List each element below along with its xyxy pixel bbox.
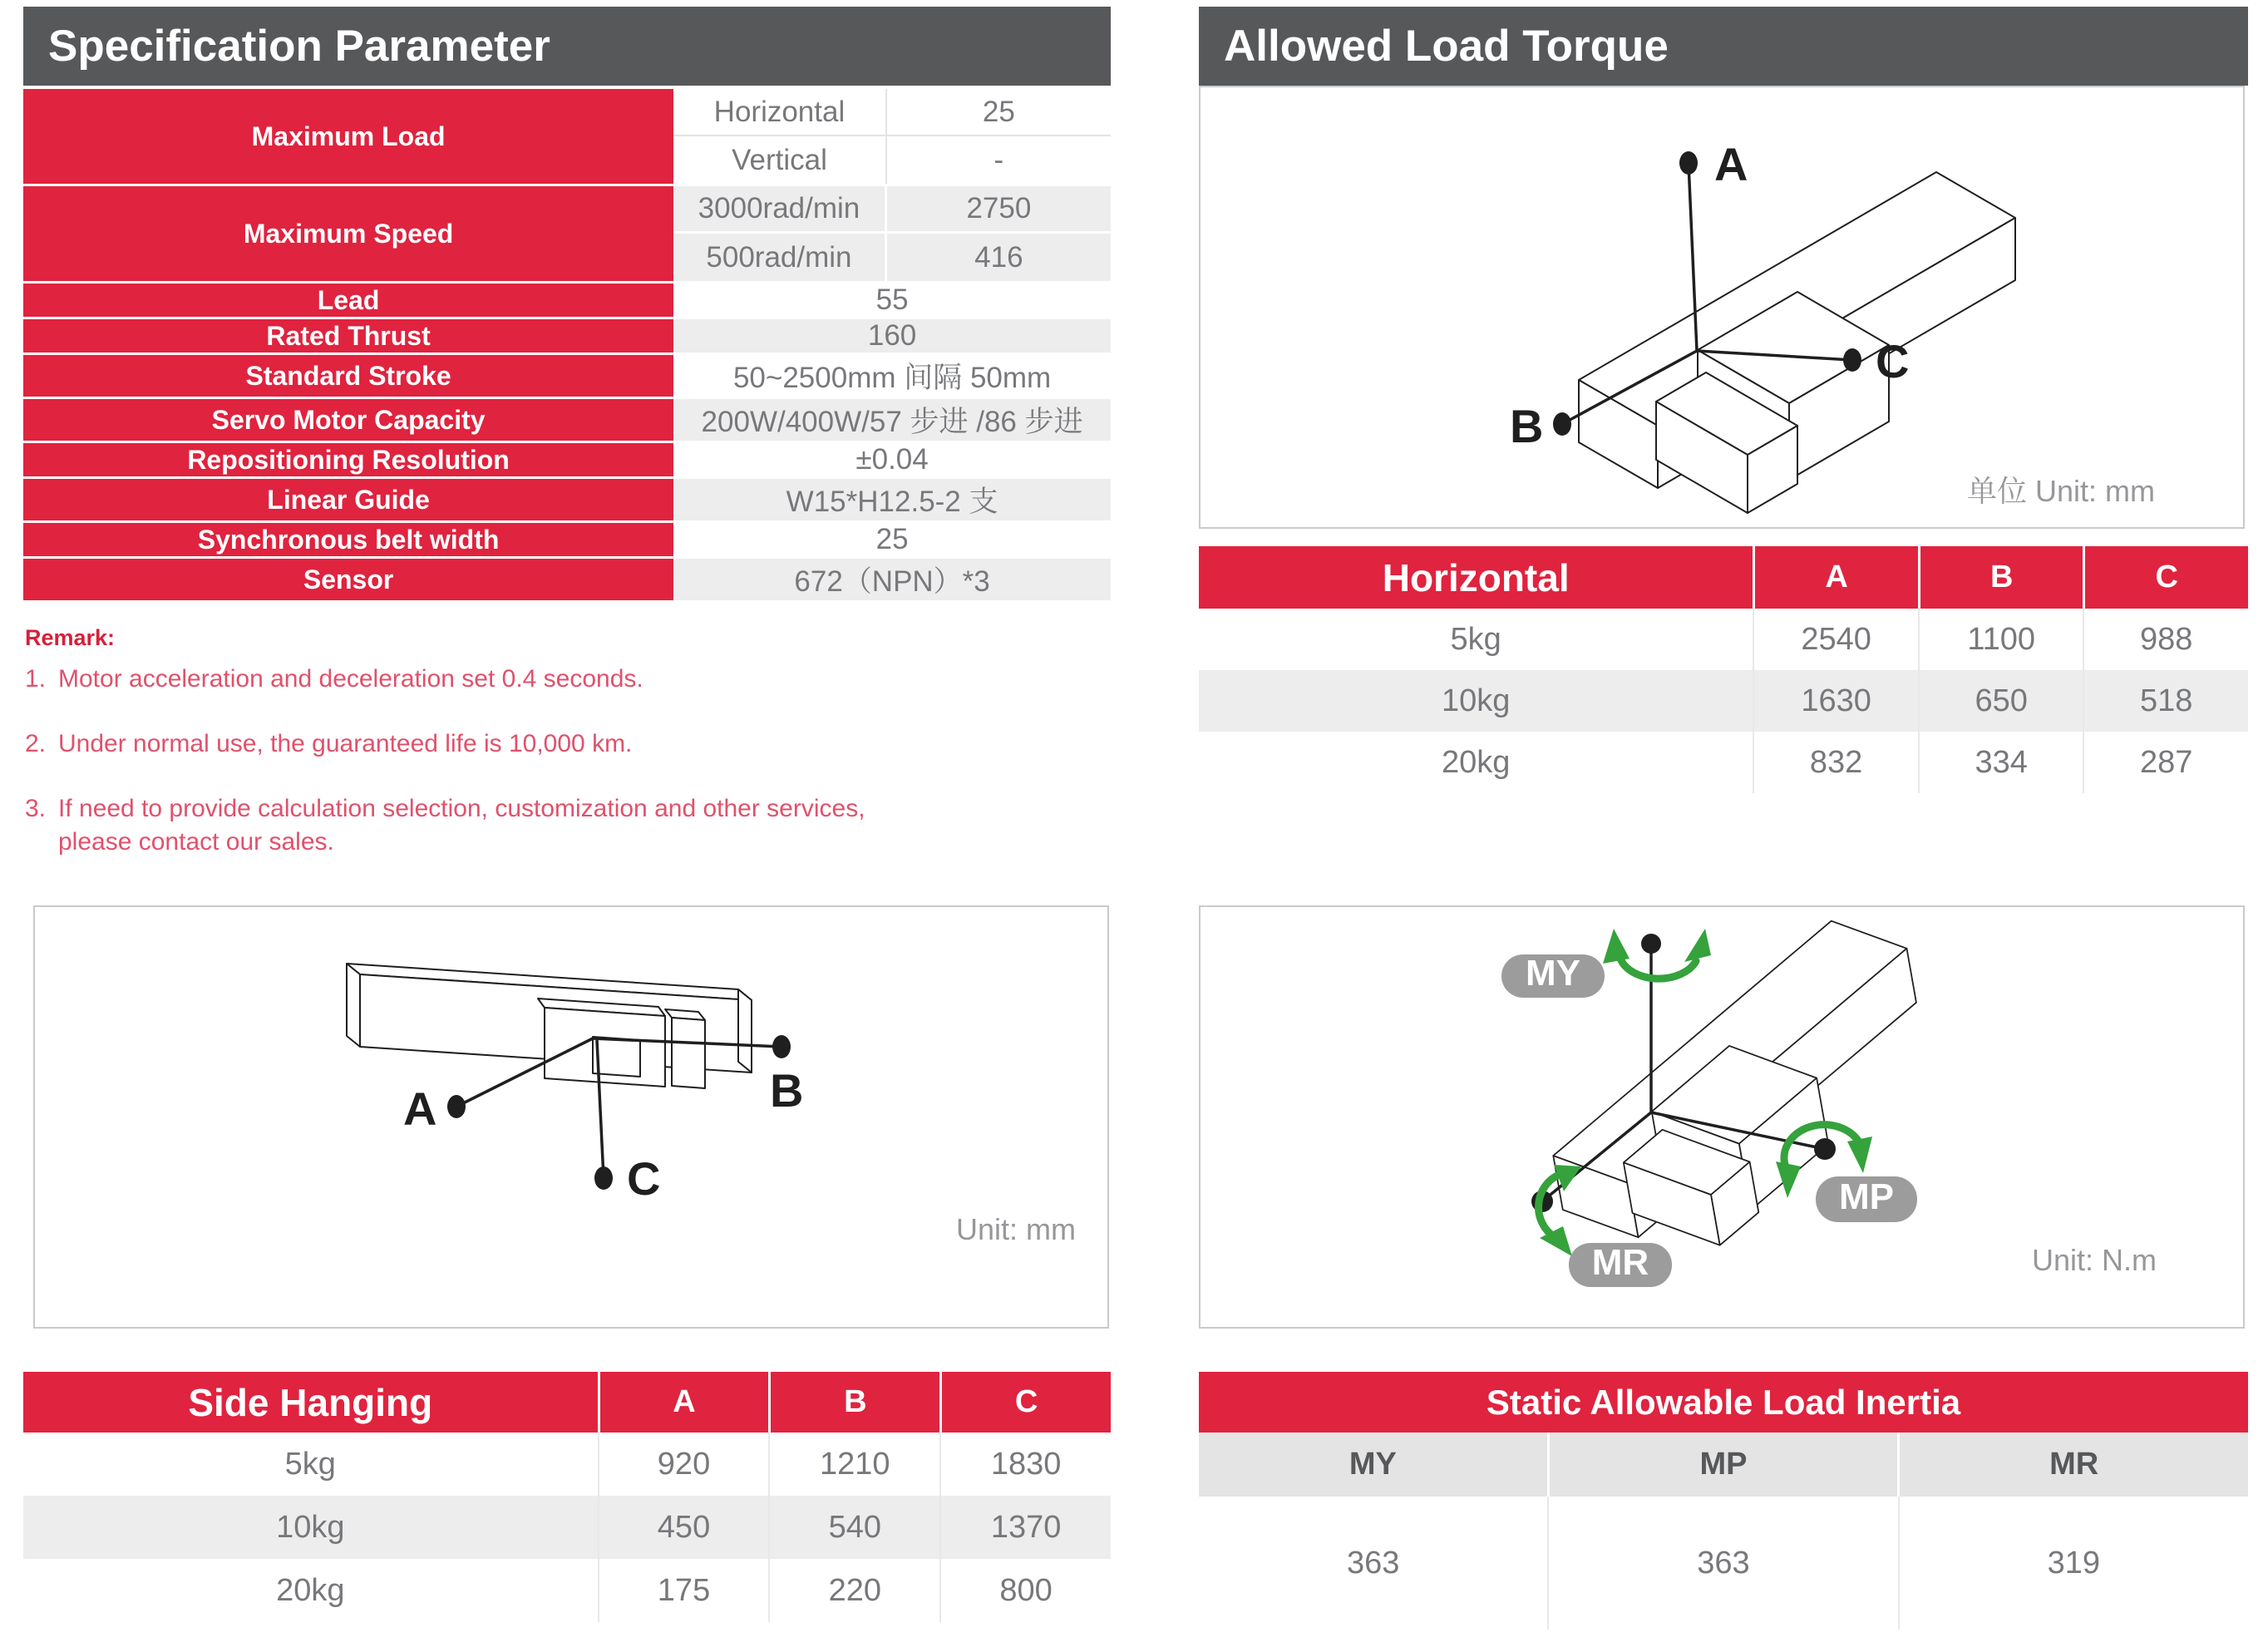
side-hanging-diagram-box — [33, 905, 1109, 1329]
column-header-mp: MP — [1547, 1433, 1898, 1497]
axis-a-label: A — [403, 1082, 437, 1135]
remark-heading: Remark: — [25, 625, 116, 650]
cell-c: 800 — [939, 1559, 1111, 1622]
spec-row-label: Servo Motor Capacity — [23, 399, 673, 441]
remark-block — [25, 625, 1097, 890]
cell-a: 175 — [598, 1559, 769, 1622]
cell-c: 1830 — [939, 1433, 1111, 1496]
value-mp: 363 — [1547, 1497, 1897, 1630]
axis-b-label: B — [770, 1064, 804, 1117]
my-pill-label: MY — [1526, 953, 1580, 994]
remark-item-number: 3. — [25, 795, 47, 822]
horizontal-title: Horizontal — [1382, 555, 1570, 599]
axis-c-dot — [594, 1166, 613, 1190]
table-row — [1199, 670, 2248, 732]
spec-row-sensor — [23, 559, 1111, 600]
mp-axis-dot — [1814, 1138, 1836, 1160]
axis-a-label: A — [1714, 138, 1748, 190]
spec-row-maximum-speed — [23, 186, 1111, 281]
value-my: 363 — [1346, 1545, 1400, 1580]
spec-row-synchronous-belt-width — [23, 523, 1111, 556]
column-header-b: B — [768, 1372, 939, 1433]
cell-a: 832 — [1753, 732, 1918, 793]
table-row — [23, 1496, 1111, 1559]
remark-item-text-line2: please contact our sales. — [58, 828, 334, 856]
axis-a-dot — [1679, 151, 1698, 175]
spec-sub-label: Horizontal — [673, 89, 887, 135]
horizontal-table — [1199, 546, 2248, 793]
spec-value: ±0.04 — [855, 443, 929, 476]
spec-value: 2750 — [966, 192, 1032, 224]
mp-pill-label: MP — [1839, 1176, 1894, 1217]
remark-item-text: Motor acceleration and deceleration set 0.4 seconds. — [58, 665, 643, 693]
allowed-load-torque-diagram — [1201, 87, 2243, 527]
row-label: 20kg — [276, 1572, 345, 1608]
remark-item-number: 1. — [25, 665, 47, 693]
cell-c: 518 — [2083, 670, 2248, 732]
remark-item — [25, 792, 1097, 859]
cell-a: 1630 — [1753, 670, 1918, 732]
cell-a: 920 — [598, 1433, 769, 1496]
column-header-my: MY — [1348, 1447, 1397, 1482]
column-header-a: A — [1753, 546, 1918, 609]
row-label: 5kg — [284, 1446, 336, 1482]
spec-value: 50~2500mm 间隔 50mm — [732, 362, 1052, 394]
spec-sub-label: 3000rad/min — [673, 186, 887, 231]
axis-c-label: C — [627, 1152, 661, 1205]
cell-b: 334 — [1918, 732, 2083, 793]
my-arrowhead-icon — [1684, 929, 1711, 962]
cell-a: 450 — [598, 1496, 769, 1559]
row-label: 10kg — [1441, 683, 1511, 718]
mr-pill-label: MR — [1591, 1242, 1649, 1283]
spec-table — [23, 89, 1111, 603]
spec-row-label: Synchronous belt width — [23, 523, 673, 556]
spec-sub-label: Vertical — [673, 136, 887, 184]
column-header-c: C — [2083, 546, 2248, 609]
table-row — [23, 1559, 1111, 1622]
spec-row-maximum-load — [23, 89, 1111, 184]
static-inertia-title: Static Allowable Load Inertia — [1199, 1372, 2248, 1433]
axis-b-dot — [772, 1035, 791, 1058]
spec-value: 416 — [974, 240, 1023, 274]
remark-item-text: If need to provide calculation selection, customization and other services, — [58, 795, 865, 822]
torque-section-title: Allowed Load Torque — [1199, 7, 2248, 86]
spec-value: 25 — [982, 95, 1015, 128]
spec-value: 200W/400W/57 步进 /86 步进 — [701, 406, 1083, 438]
spec-value: 55 — [875, 284, 909, 316]
row-label: 5kg — [1450, 621, 1501, 657]
moment-diagram — [1201, 907, 2243, 1327]
unit-label: Unit: N.m — [2031, 1243, 2157, 1277]
spec-value: - — [993, 143, 1004, 176]
allowed-load-torque-diagram-box — [1199, 86, 2245, 529]
cell-a: 2540 — [1753, 609, 1918, 670]
spec-row-servo-motor-capacity — [23, 399, 1111, 441]
cell-b: 540 — [768, 1496, 939, 1559]
my-arrowhead-icon — [1603, 929, 1630, 964]
spec-row-linear-guide — [23, 479, 1111, 520]
static-inertia-table — [1199, 1372, 2248, 1630]
spec-value: 160 — [867, 319, 917, 352]
axis-c-label: C — [1876, 335, 1910, 387]
remark-item-number: 2. — [25, 730, 47, 757]
spec-row-label: Maximum Load — [23, 89, 673, 184]
spec-value: W15*H12.5-2 支 — [786, 486, 998, 518]
unit-label: Unit: mm — [956, 1212, 1076, 1246]
remark-item — [25, 663, 1097, 696]
column-header-c: C — [939, 1372, 1111, 1433]
my-axis-dot — [1641, 934, 1661, 954]
spec-row-label: Rated Thrust — [23, 319, 673, 353]
spec-row-label: Sensor — [23, 559, 673, 600]
table-row — [1199, 732, 2248, 793]
cell-b: 1100 — [1918, 609, 2083, 670]
axis-a-dot — [447, 1095, 466, 1118]
spec-row-standard-stroke — [23, 355, 1111, 397]
side-hanging-title: Side Hanging — [188, 1380, 433, 1424]
cell-b: 650 — [1918, 670, 2083, 732]
spec-sub-label: 500rad/min — [673, 234, 887, 281]
spec-row-repositioning-resolution — [23, 443, 1111, 476]
cell-b: 220 — [768, 1559, 939, 1622]
unit-label: 单位 Unit: mm — [1966, 474, 2155, 508]
cell-c: 287 — [2083, 732, 2248, 793]
axis-c-dot — [1843, 348, 1861, 372]
remark-item — [25, 727, 1097, 761]
mp-arrowhead-icon — [1847, 1137, 1872, 1173]
side-hanging-diagram — [35, 907, 1107, 1327]
spec-row-label: Maximum Speed — [23, 186, 673, 281]
spec-section-title: Specification Parameter — [23, 7, 1111, 86]
row-label: 20kg — [1441, 744, 1511, 780]
column-header-b: B — [1918, 546, 2083, 609]
remark-item-text: Under normal use, the guaranteed life is 10,000 km. — [58, 730, 633, 757]
cell-b: 1210 — [768, 1433, 939, 1496]
value-mr: 319 — [1898, 1497, 2248, 1630]
spec-row-rated-thrust — [23, 319, 1111, 353]
spec-row-lead — [23, 284, 1111, 317]
spec-row-label: Lead — [23, 284, 673, 317]
spec-row-label: Repositioning Resolution — [23, 443, 673, 476]
axis-b-dot — [1553, 412, 1571, 436]
cell-c: 988 — [2083, 609, 2248, 670]
axis-b-label: B — [1510, 400, 1544, 452]
column-header-a: A — [598, 1372, 769, 1433]
row-label: 10kg — [276, 1509, 345, 1545]
column-header-mr: MR — [1897, 1433, 2248, 1497]
spec-row-label: Standard Stroke — [23, 355, 673, 397]
moment-diagram-box — [1199, 905, 2245, 1329]
table-row — [23, 1433, 1111, 1496]
table-row — [1199, 609, 2248, 670]
spec-value: 672（NPN）*3 — [794, 565, 990, 598]
cell-c: 1370 — [939, 1496, 1111, 1559]
side-hanging-table — [23, 1372, 1111, 1622]
spec-row-label: Linear Guide — [23, 479, 673, 520]
spec-value: 25 — [875, 523, 909, 555]
